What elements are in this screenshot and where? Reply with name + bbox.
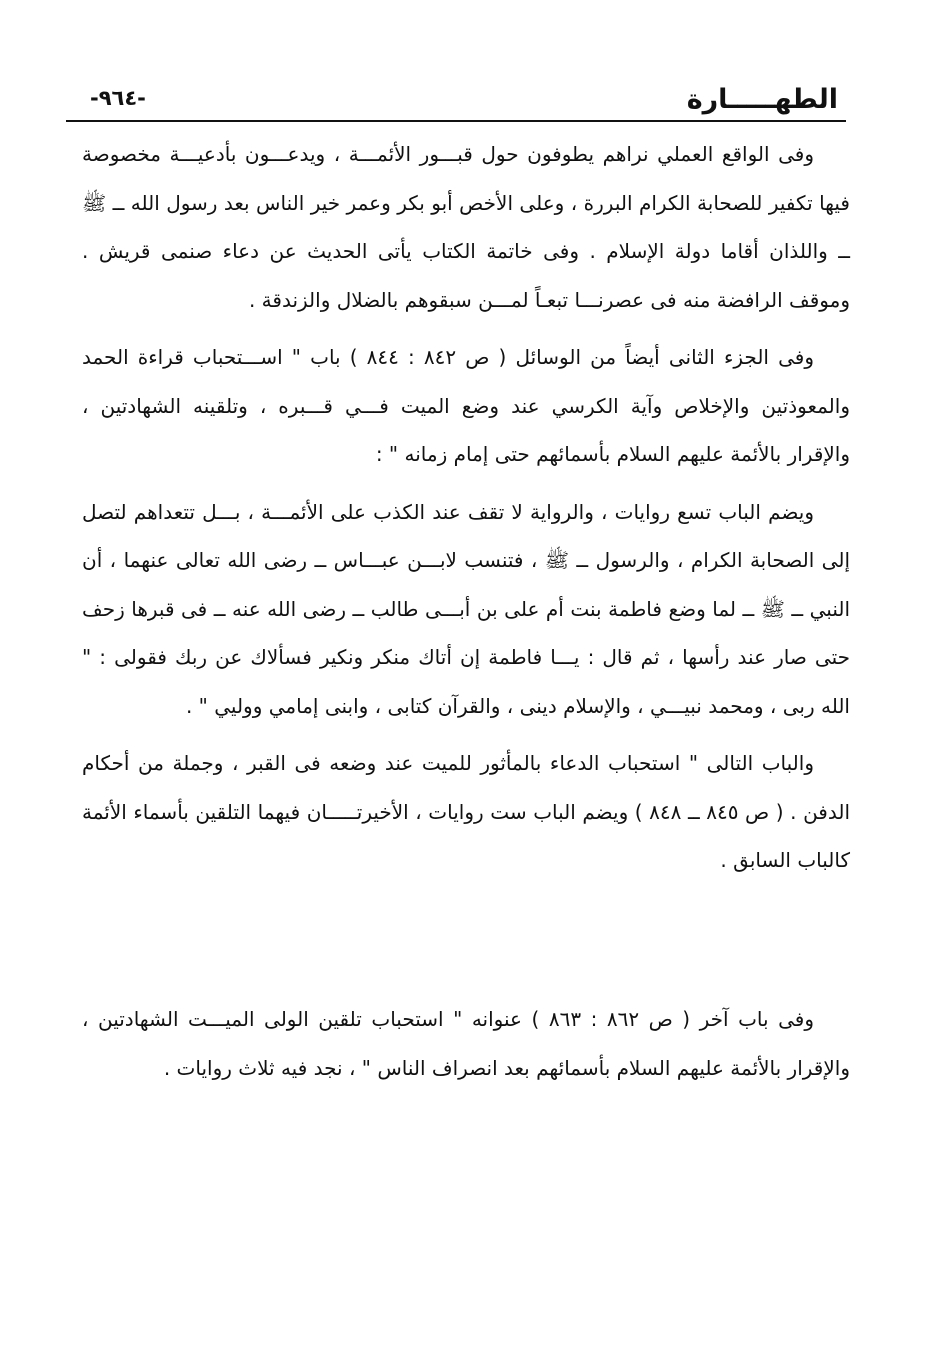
header-divider	[66, 120, 846, 122]
body-text	[82, 130, 850, 885]
paragraph: وفى الواقع العملي نراهم يطوفون حول قبـــور الأئمـــة ، ويدعـــون بأدعيـــة مخصوصة فيها تكفير للصحابة الكرام البررة ، وعلى الأخص أبو بكر وعمر خير الناس بعد رسول الله ــ ﷺ ــ واللذان أقاما دولة الإسلام . وفى خاتمة الكتاب يأتى الحديث عن دعاء صنمى قريش . وموقف الرافضة منه فى عصرنـــا تبعـاً لمـــن سبقوهم بالضلال والزندقة .	[82, 142, 850, 312]
page-header	[66, 78, 846, 120]
paragraph: وفى باب آخر ( ص ٨٦٢ : ٨٦٣ ) عنوانه " استحباب تلقين الولى الميـــت الشهادتين ، والإقرار بالأئمة عليهم السلام بأسمائهم بعد انصراف الناس " ، نجد فيه ثلاث روايات .	[82, 1007, 850, 1080]
paragraph: وفى الجزء الثانى أيضاً من الوسائل ( ص ٨٤٢ : ٨٤٤ ) باب " اســـتحباب قراءة الحمد والمعوذتين والإخلاص وآية الكرسي عند وضع الميت فـــي قـــبره ، وتلقينه الشهادتين ، والإقرار بالأئمة عليهم السلام بأسمائهم حتى إمام زمانه " :	[82, 345, 850, 466]
paragraph: ويضم الباب تسع روايات ، والرواية لا تقف عند الكذب على الأئمـــة ، بـــل تتعداهم لتصل إلى الصحابة الكرام ، والرسول ــ ﷺ ، فتنسب لابـــن عبـــاس ــ رضى الله تعالى عنهما ، أن النبي ــ ﷺ ــ لما وضع فاطمة بنت أم على بن أبـــى طالب ــ رضى الله عنه ــ فى قبرها زحف حتى صار عند رأسها ، ثم قال : يـــا فاطمة إن أتاك منكر ونكير فسألاك عن ربك فقولى : " الله ربى ، ومحمد نبيـــي ، والإسلام دينى ، والقرآن كتابى ، وابنى إمامي ووليي " .	[82, 499, 850, 718]
page-number: -٩٦٤-	[90, 86, 146, 110]
body-text-final	[82, 995, 850, 1092]
paragraph: والباب التالى " استحباب الدعاء بالمأثور للميت عند وضعه فى القبر ، وجملة من أحكام الدفن . ( ص ٨٤٥ ــ ٨٤٨ ) ويضم الباب ست روايات ، الأخيرتـــــان فيهما التلقين بأسماء الأئمة كالباب السابق .	[82, 751, 851, 872]
chapter-title: الطهـــــارة	[686, 84, 838, 115]
